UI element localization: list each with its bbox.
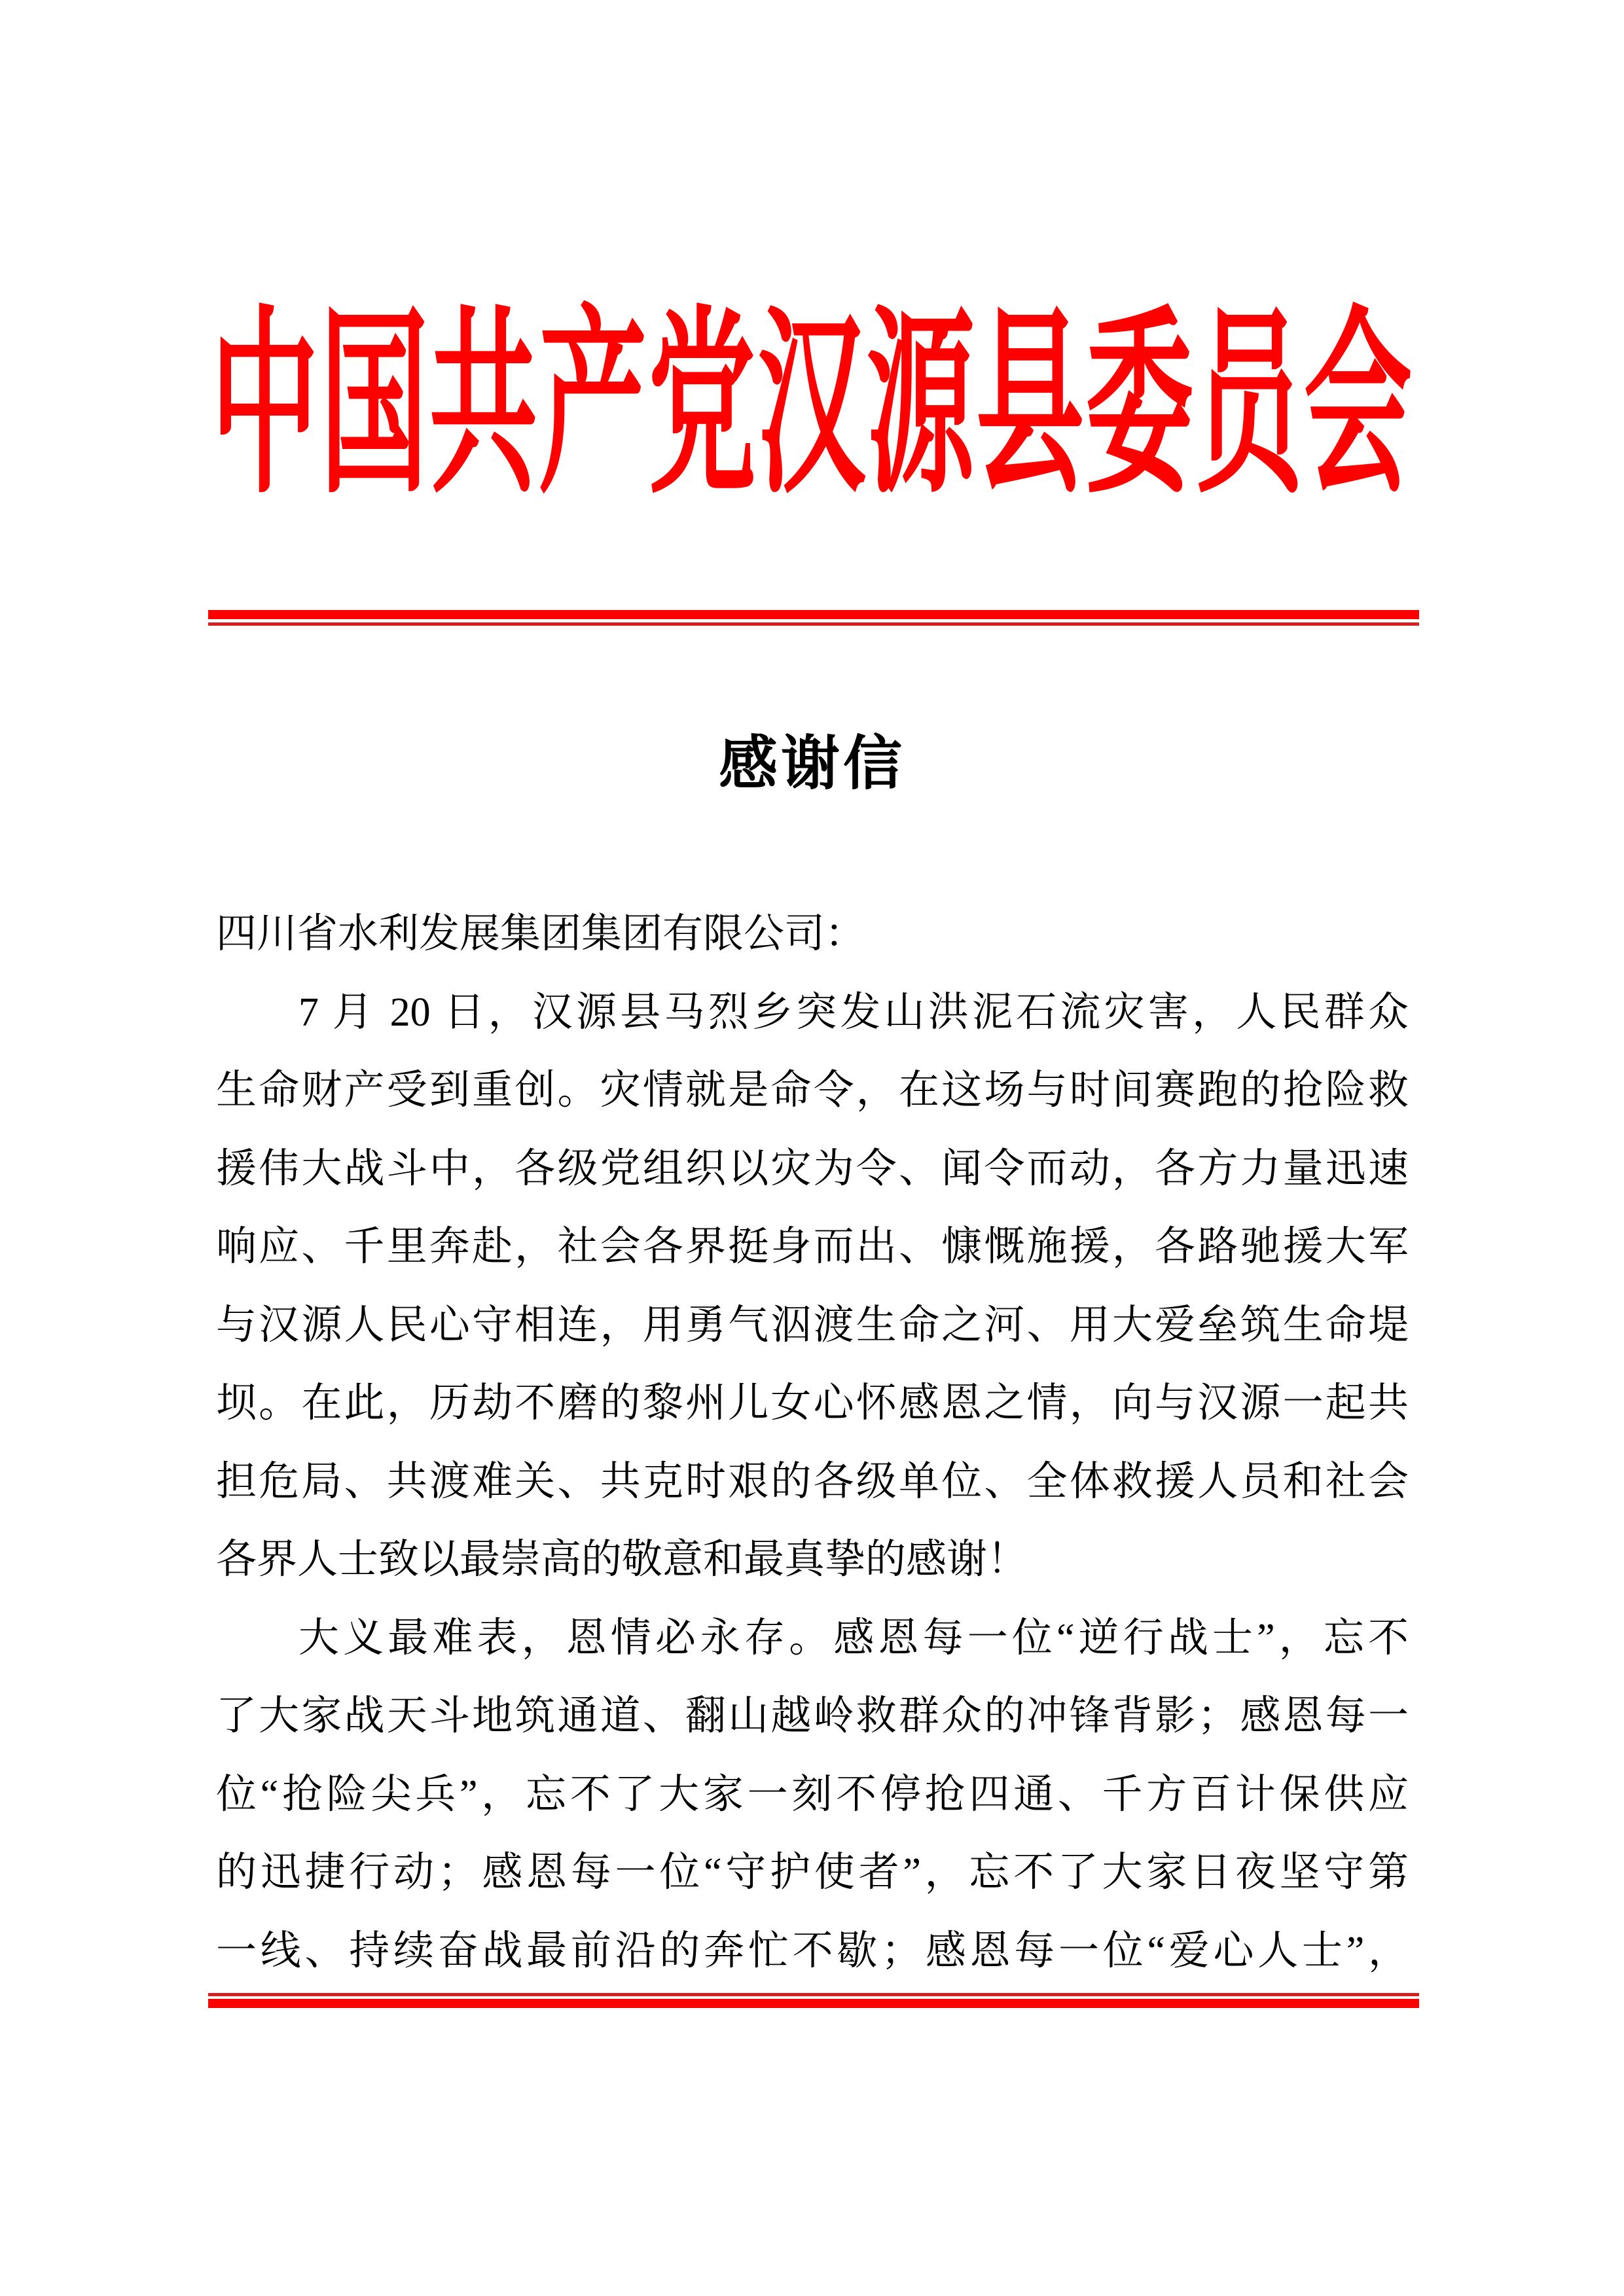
body-line: 7 月 20 日，汉源县马烈乡突发山洪泥石流灾害，人民群众 [298,990,1409,1035]
body-line: 坝。在此，历劫不磨的黎州儿女心怀感恩之情，向与汉源一起共 [216,1381,1409,1426]
header-separator-thick-line [208,610,1419,619]
body-line: 与汉源人民心守相连，用勇气泅渡生命之河、用大爱垒筑生命堤 [216,1302,1409,1348]
body-line: 响应、千里奔赴，社会各界挺身而出、慷慨施援，各路驰援大军 [216,1225,1409,1269]
body-line: 一线、持续奋战最前沿的奔忙不歇；感恩每一位“爱心人士”， [216,1928,1409,1973]
body-line: 各界人士致以最崇高的敬意和最真挚的感谢！ [216,1537,1028,1582]
body-line: 生命财产受到重创。灾情就是命令，在这场与时间赛跑的抢险救 [216,1068,1409,1113]
body-line: 援伟大战斗中，各级党组织以灾为令、闻令而动，各方力量迅速 [216,1146,1409,1191]
salutation-line: 四川省水利发展集团集团有限公司： [216,912,866,956]
body-line: 位“抢险尖兵”，忘不了大家一刻不停抢四通、千方百计保供应 [216,1772,1409,1817]
footer-separator-thick-line [208,1999,1419,2008]
body-line: 担危局、共渡难关、共克时艰的各级单位、全体救援人员和社会 [216,1459,1409,1504]
header-separator-thin-line [208,622,1419,626]
letter-body [216,895,1409,1990]
body-line: 了大家战天斗地筑通道、翻山越岭救群众的冲锋背影；感恩每一 [216,1694,1409,1738]
footer-separator-thin-line [208,1993,1419,1996]
letterhead-org-title: 中国共产党汉源县委员会 [211,295,1413,517]
letter-title: 感谢信 [719,732,905,797]
body-line: 的迅捷行动；感恩每一位“守护使者”，忘不了大家日夜坚守第 [216,1850,1409,1895]
body-line: 大义最难表，恩情必永存。感恩每一位“逆行战士”，忘不 [298,1615,1409,1660]
